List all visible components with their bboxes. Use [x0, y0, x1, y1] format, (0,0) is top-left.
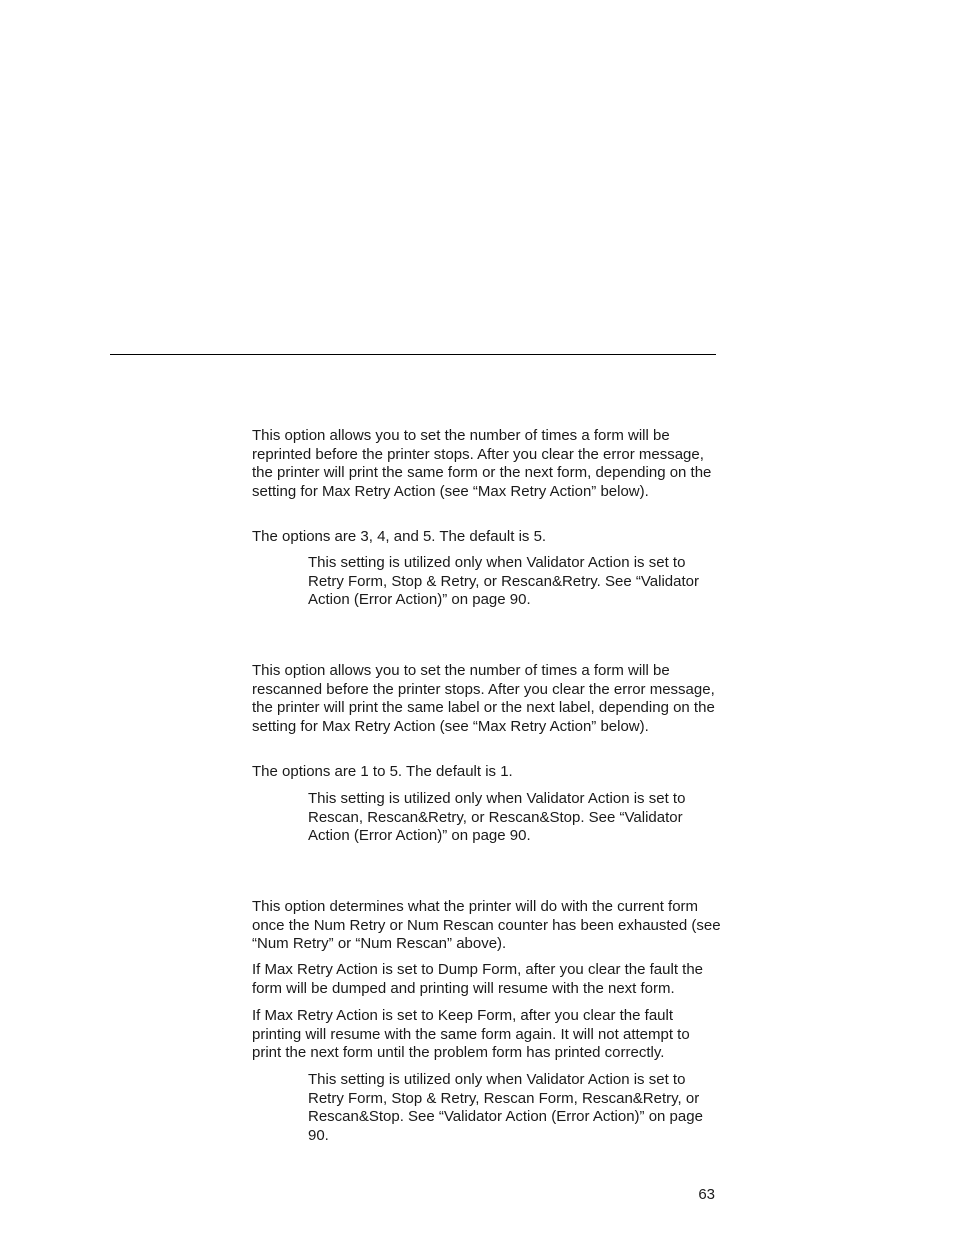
page-number: 63 — [698, 1186, 715, 1203]
num-rescan-note: This setting is utilized only when Validator Action is set to Rescan, Rescan&Retry, or Rescan&Stop. See “Validator Action (Error Action)” on page 90. — [308, 790, 686, 845]
horizontal-rule — [110, 354, 716, 355]
max-retry-action-note: This setting is utilized only when Validator Action is set to Retry Form, Stop & Retry, Rescan Form, Rescan&Retry, or Rescan&Stop. See “Validator Action (Error Action)” on page 90. — [308, 1071, 703, 1145]
num-rescan-description: This option allows you to set the number of times a form will be rescanned before the printer stops. After you clear the error message, the printer will print the same label or the next label, depending on the setting for Max Retry Action (see “Max Retry Action” below). — [252, 662, 715, 736]
num-retry-note: This setting is utilized only when Validator Action is set to Retry Form, Stop & Retry, or Rescan&Retry. See “Validator Action (Error Action)” on page 90. — [308, 554, 699, 609]
num-retry-description: This option allows you to set the number of times a form will be reprinted before the printer stops. After you clear the error message, the printer will print the same form or the next form, depending on the setting for Max Retry Action (see “Max Retry Action” below). — [252, 427, 712, 501]
max-retry-action-description: This option determines what the printer will do with the current form once the Num Retry or Num Rescan counter has been exhausted (see “Num Retry” or “Num Rescan” above). — [252, 898, 721, 953]
num-rescan-options: The options are 1 to 5. The default is 1. — [252, 763, 513, 780]
max-retry-action-dump-form: If Max Retry Action is set to Dump Form, after you clear the fault the form will be dumped and printing will resume with the next form. — [252, 961, 704, 997]
num-retry-options: The options are 3, 4, and 5. The default is 5. — [252, 528, 547, 545]
max-retry-action-keep-form: If Max Retry Action is set to Keep Form, after you clear the fault printing will resume with the same form again. It will not attempt to print the next form until the problem form has printed correctly. — [252, 1007, 690, 1062]
